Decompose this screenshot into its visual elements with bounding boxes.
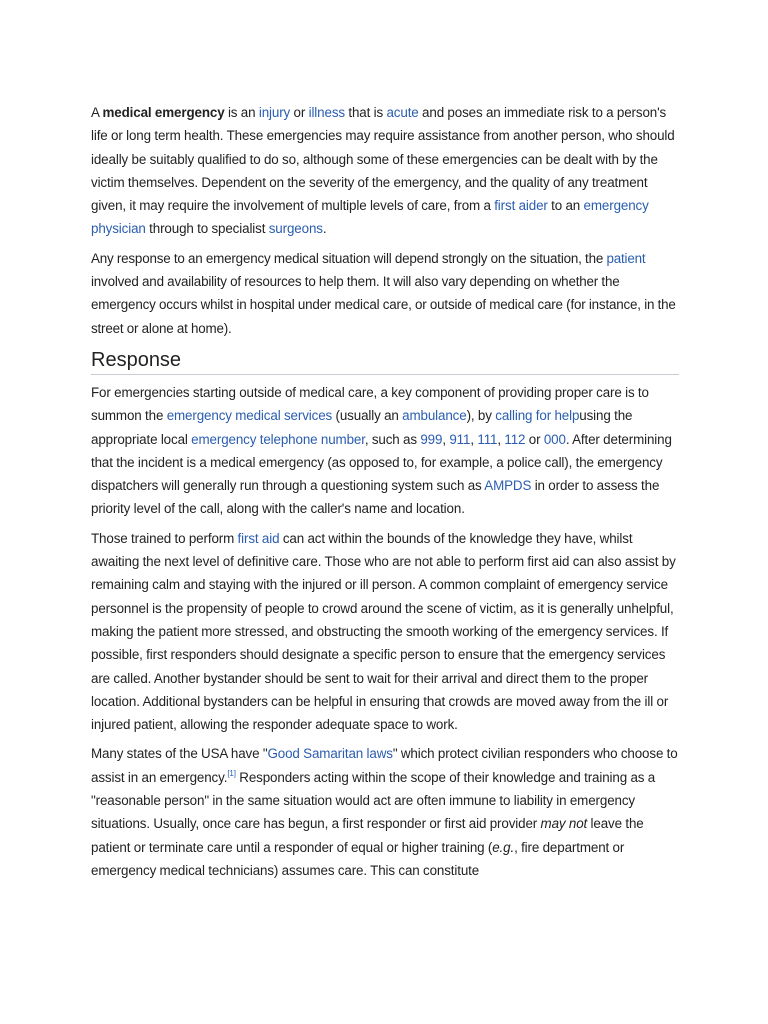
- section-heading-response: Response: [91, 346, 679, 375]
- link-good-samaritan-laws[interactable]: Good Samaritan laws: [267, 746, 393, 762]
- link-ambulance[interactable]: ambulance: [402, 408, 467, 424]
- text: , fire department or emergency medical technicians) assumes care. This can constitute: [91, 839, 625, 878]
- link-911[interactable]: 911: [449, 431, 471, 447]
- text: Many states of the USA have ": [91, 746, 268, 762]
- link-000[interactable]: 000: [543, 431, 566, 447]
- response-paragraph-2: [91, 527, 679, 737]
- link-emergency-physician[interactable]: emergency physician: [91, 198, 649, 237]
- link-surgeons[interactable]: surgeons: [268, 221, 323, 237]
- text: ,: [497, 431, 505, 447]
- text: Responders acting within the scope of their knowledge and training as a "reasonable person" in the same situation would act are often immune to liability in emergency situations. Usually, once care has begun, a first responder or first aid provider: [91, 769, 656, 832]
- italic-text: may not: [540, 816, 588, 832]
- text: ), by: [466, 408, 496, 424]
- text: leave the patient or terminate care until a responder of equal or higher training (: [91, 816, 644, 855]
- text: Those trained to perform: [91, 530, 238, 546]
- text: . After determining that the incident is a medical emergency (as opposed to, for example, a police call), the emergency dispatchers will generally run through a questioning system such as: [91, 431, 672, 494]
- text: to an: [547, 198, 584, 214]
- text: or: [525, 431, 544, 447]
- link-ampds[interactable]: AMPDS: [484, 478, 532, 494]
- intro-paragraph-1: [91, 101, 679, 241]
- text: (usually an: [332, 408, 403, 424]
- text: and poses an immediate risk to a person's life or long term health. These emergencies may require assistance from another person, who should ideally be suitably qualified to do so, although some of these emergencies can be dealt with by the victim themselves. Dependent on the severity of the emergency, and the quality of any treatment given, it may require the involvement of multiple levels of care, from a: [91, 105, 675, 214]
- bold-term: medical emergency: [102, 105, 225, 120]
- link-999[interactable]: 999: [420, 431, 443, 447]
- link-acute[interactable]: acute: [386, 105, 419, 120]
- text: through to specialist: [145, 221, 269, 237]
- link-emergency-medical-services[interactable]: emergency medical services: [166, 408, 333, 424]
- text: ,: [442, 431, 450, 447]
- text: Any response to an emergency medical situation will depend strongly on the situation, the: [91, 250, 607, 266]
- link-emergency-telephone-number[interactable]: emergency telephone number: [191, 431, 365, 447]
- text: that is: [344, 105, 387, 120]
- link-injury[interactable]: injury: [258, 105, 291, 120]
- italic-text: e.g.: [492, 839, 515, 855]
- text: , such as: [364, 431, 421, 447]
- link-first-aid[interactable]: first aid: [237, 530, 280, 546]
- response-paragraph-1: [91, 381, 679, 521]
- text: can act within the bounds of the knowledge they have, whilst awaiting the next level of definitive care. Those who are not able to perform first aid can also assist by remaining calm and staying with the injured or ill person. A common complaint of emergency service personnel is the propensity of people to crowd around the scene of victim, as it is generally unhelpful, making the patient more stressed, and obstructing the smooth working of the emergency services. If possible, first responders should designate a specific person to ensure that the emergency services are called. Another bystander should be sent to wait for their arrival and direct them to the proper location. Additional bystanders can be helpful in ensuring that crowds are moved away from the ill or injured patient, allowing the responder adequate space to work.: [91, 530, 676, 733]
- link-patient[interactable]: patient: [606, 250, 646, 266]
- text: For emergencies starting outside of medical care, a key component of providing proper care is to summon the: [91, 384, 649, 424]
- text: A: [91, 105, 103, 120]
- text: is an: [224, 105, 259, 120]
- reference-link-1[interactable]: [1]: [227, 768, 236, 778]
- text: in order to assess the priority level of the call, along with the caller's name and location.: [91, 478, 660, 517]
- link-illness[interactable]: illness: [308, 105, 345, 120]
- text: " which protect civilian responders who choose to assist in an emergency.: [91, 746, 678, 785]
- link-112[interactable]: 112: [504, 431, 526, 447]
- link-first-aider[interactable]: first aider: [494, 198, 548, 214]
- text: ,: [470, 431, 478, 447]
- response-paragraph-3: [91, 742, 679, 882]
- link-111[interactable]: 111: [477, 431, 498, 447]
- text: .: [322, 221, 327, 237]
- text: using the appropriate local: [91, 408, 633, 447]
- text: involved and availability of resources to help them. It will also vary depending on whether the emergency occurs whilst in hospital under medical care, or outside of medical care (for instance, in the street or alone at home).: [91, 274, 676, 336]
- intro-paragraph-2: [91, 247, 679, 340]
- link-calling-for-help[interactable]: calling for help: [495, 408, 580, 424]
- article-body: [91, 101, 679, 888]
- text: or: [290, 105, 309, 120]
